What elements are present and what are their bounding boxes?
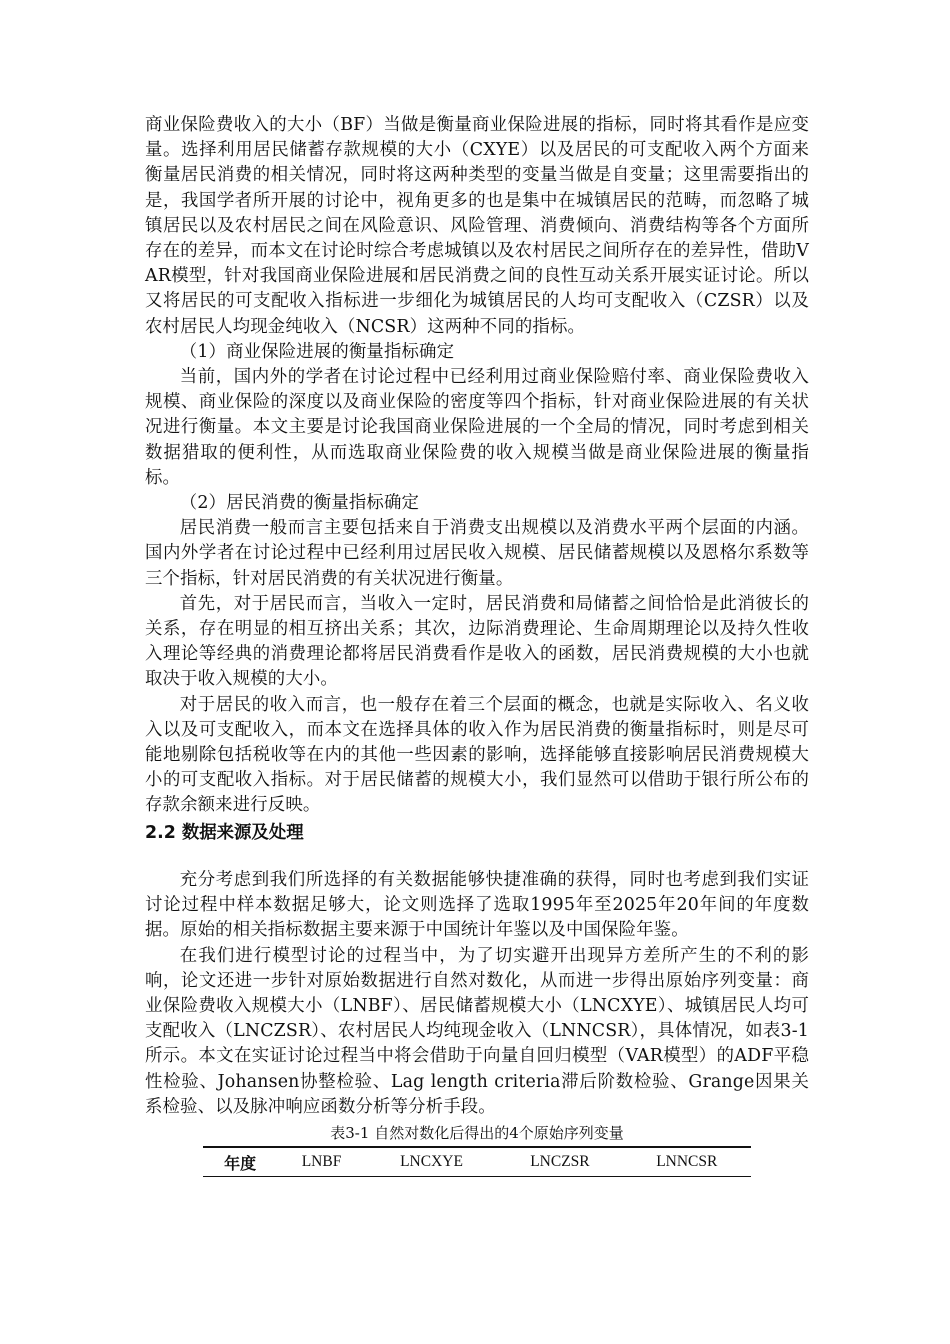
column-header-lncxye: LNCXYE [400, 1153, 463, 1171]
subheading-consumption-indicator: （2）居民消费的衡量指标确定 [179, 493, 420, 514]
table-header-row [203, 1147, 751, 1177]
paragraph-data-processing: 在我们进行模型讨论的过程当中，为了切实避开出现异方差所产生的不利的影响，论文还进一步针对原始数据进行自然对数化，从而进一步得出原始序列变量：商业保险费收入规模大小（LNBF）、居民储蓄规模大小（LNCXYE）、城镇居民人均可支配收入（LNCZSR）、农村居民人均纯现金收入（LNNCSR），具体情况，如表3-1所示。本文在实证讨论过程当中将会借助于向量自回归模型（VAR模型）的ADF平稳性检验、Johansen协整检验、Lag length criteria滞后阶数检验、Grange因果关系检验、以及脉冲响应函数分析等分析手段。 [145, 945, 809, 1117]
table-caption: 表3-1 自然对数化后得出的4个原始序列变量 [330, 1123, 624, 1142]
column-header-lnczsr: LNCZSR [530, 1153, 590, 1171]
paragraph-data-source: 充分考虑到我们所选择的有关数据能够快捷准确的获得，同时也考虑到我们实证讨论过程中样本数据足够大，论文则选择了选取1995年至2025年20年间的年度数据。原始的相关指标数据主要来源于中国统计年鉴以及中国保险年鉴。 [145, 869, 809, 941]
section-heading-data-source: 2.2 数据来源及处理 [145, 822, 304, 843]
spacer [145, 846, 809, 868]
paragraph-consumption-income: 首先，对于居民而言，当收入一定时，居民消费和局储蓄之间恰恰是此消彼长的关系，存在明显的相互挤出关系；其次，边际消费理论、生命周期理论以及持久性收入理论等经典的消费理论都将居民消费看作是收入的函数，居民消费规模的大小也就取决于收入规模的大小。 [145, 593, 809, 690]
document-page [145, 113, 809, 1177]
paragraph-consumption-definition: 居民消费一般而言主要包括来自于消费支出规模以及消费水平两个层面的内涵。国内外学者在讨论过程中已经利用过居民收入规模、居民储蓄规模以及恩格尔系数等三个指标，针对居民消费的有关状况进行衡量。 [145, 518, 809, 589]
paragraph-income-concepts: 对于居民的收入而言，也一般存在着三个层面的概念，也就是实际收入、名义收入以及可支配收入，而本文在选择具体的收入作为居民消费的衡量指标时，则是尽可能地剔除包括税收等在内的其他一些因素的影响，选择能够直接影响居民消费规模大小的可支配收入指标。对于居民储蓄的规模大小，我们显然可以借助于银行所公布的存款余额来进行反映。 [145, 694, 809, 816]
column-header-lnncsr: LNNCSR [656, 1153, 718, 1171]
paragraph-insurance-indicator: 当前，国内外的学者在讨论过程中已经利用过商业保险赔付率、商业保险费收入规模、商业保险的深度以及商业保险的密度等四个指标，针对商业保险进展的有关状况进行衡量。本文主要是讨论我国商业保险进展的一个全局的情况，同时考虑到相关数据猎取的便利性，从而选取商业保险费的收入规模当做是商业保险进展的衡量指标。 [145, 367, 809, 488]
paragraph-variables: 商业保险费收入的大小（BF）当做是衡量商业保险进展的指标，同时将其看作是应变量。选择利用居民储蓄存款规模的大小（CXYE）以及居民的可支配收入两个方面来衡量居民消费的相关情况，同时将这两种类型的变量当做是自变量；这里需要指出的是，我国学者所开展的讨论中，视角更多的也是集中在城镇居民的范畴，而忽略了城镇居民以及农村居民之间在风险意识、风险管理、消费倾向、消费结构等各个方面所存在的差异，而本文在讨论时综合考虑城镇以及农村居民之间所存在的差异性，借助VAR模型，针对我国商业保险进展和居民消费之间的良性互动关系开展实证讨论。所以又将居民的可支配收入指标进一步细化为城镇居民的人均可支配收入（CZSR）以及农村居民人均现金纯收入（NCSR）这两种不同的指标。 [145, 115, 809, 337]
subheading-insurance-indicator: （1）商业保险进展的衡量指标确定 [179, 341, 455, 362]
column-header-lnbf: LNBF [301, 1153, 342, 1171]
variables-table [203, 1146, 751, 1177]
column-header-year: 年度 [224, 1153, 257, 1173]
